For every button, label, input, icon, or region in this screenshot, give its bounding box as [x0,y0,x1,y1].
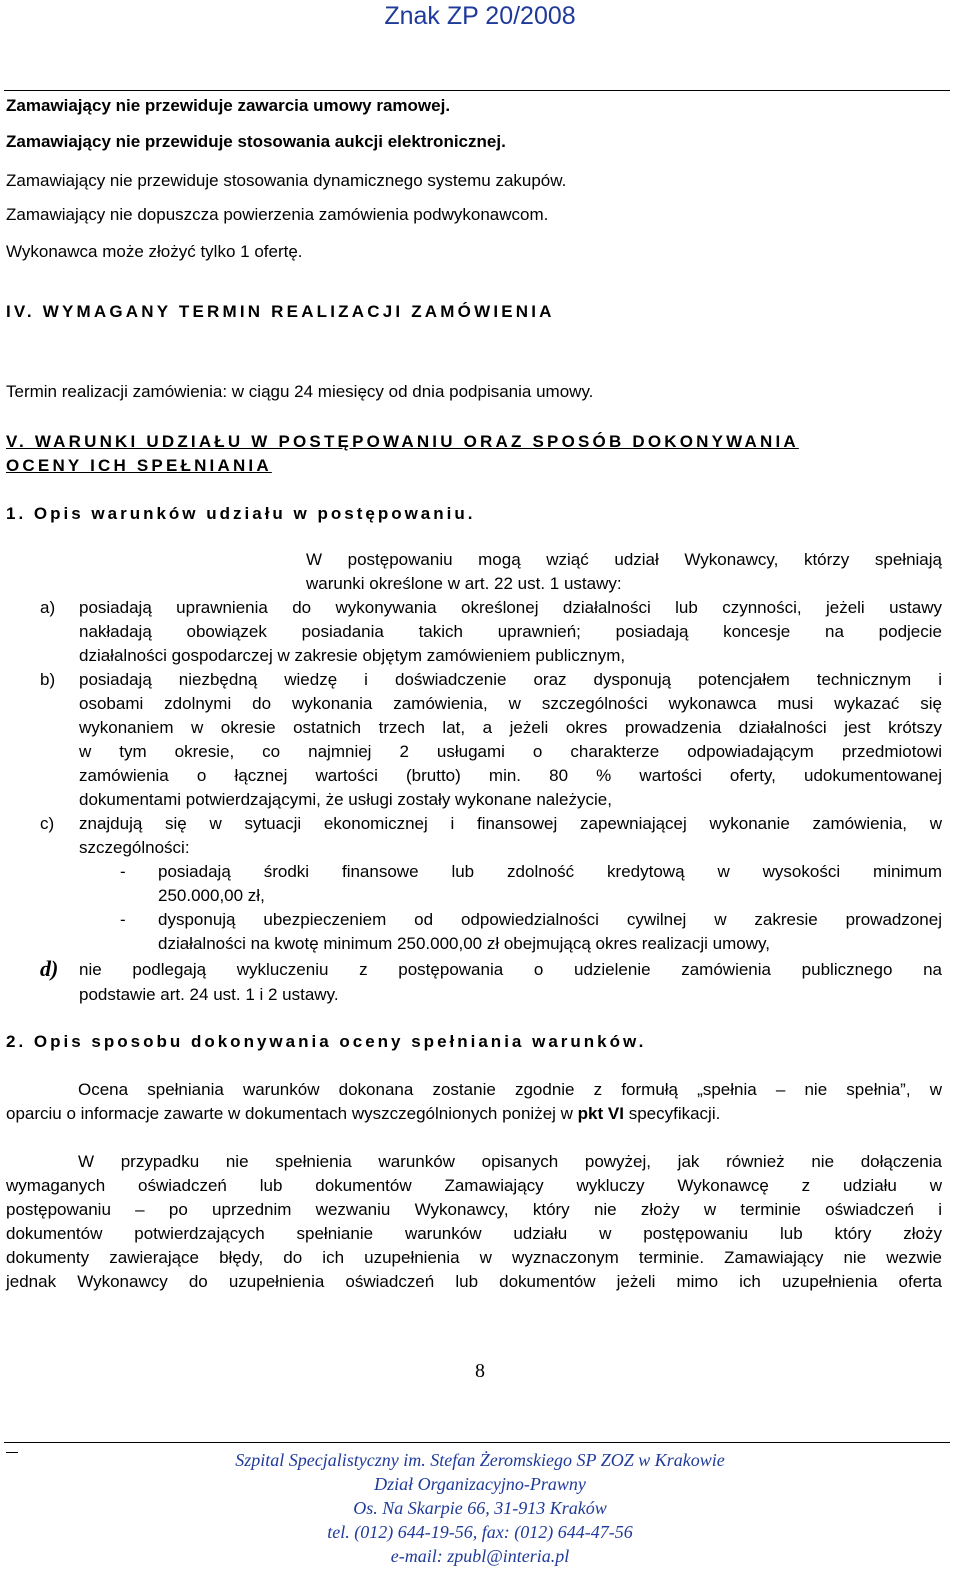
section-v-heading-line-2: OCENY ICH SPEŁNIANIA [6,456,272,475]
item-d-label: d) [40,956,59,981]
item-b-line-3: wykonaniem w okresie ostatnich trzech lat, a jeżeli okres prowadzenia działalności jest krótszy [79,718,942,737]
header-divider [4,90,950,91]
item-d-line-1: nie podlegają wykluczeniu z postępowania o udzielenie zamówienia publicznego na [79,960,942,979]
item-c1-dash: - [120,862,126,881]
item-d-line-2: podstawie art. 24 ust. 1 i 2 ustawy. [79,985,339,1004]
intro-line-4: Zamawiający nie dopuszcza powierzenia zamówienia podwykonawcom. [6,205,549,224]
section-vi-reference: pkt VI [577,1104,624,1123]
section-iv-heading: IV. WYMAGANY TERMIN REALIZACJI ZAMÓWIENIA [6,302,555,321]
intro-line-3: Zamawiający nie przewiduje stosowania dynamicznego systemu zakupów. [6,171,567,190]
item-a-label: a) [40,598,56,617]
item-a-line-1: posiadają uprawnienia do wykonywania określonej działalności lub czynności, jeżeli ustawy [79,598,942,617]
item-c2-line-1: dysponują ubezpieczeniem od odpowiedzialności cywilnej w zakresie prowadzonej [158,910,942,929]
intro-line-2: Zamawiający nie przewiduje stosowania aukcji elektronicznej. [6,132,506,151]
evaluation-paragraph-line-1: Ocena spełniania warunków dokonana zostanie zgodnie z formułą „spełnia – nie spełnia”, w [78,1080,942,1099]
exclusion-paragraph-line-1: W przypadku nie spełnienia warunków opisanych powyżej, jak również nie dołączenia [78,1152,942,1171]
item-c-label: c) [40,814,55,833]
item-b-line-2: osobami zdolnymi do wykonania zamówienia, w szczególności wykonawca musi wykazać się [79,694,942,713]
footer-institution: Szpital Specjalistyczny im. Stefan Żeromskiego SP ZOZ w Krakowie [235,1450,725,1470]
item-c2-dash: - [120,910,126,929]
document-id: Znak ZP 20/2008 [384,2,576,30]
exclusion-paragraph-line-6: jednak Wykonawcy do uzupełnienia oświadczeń lub dokumentów jeżeli mimo ich uzupełnienia oferta [6,1272,942,1291]
conditions-intro-line-2: warunki określone w art. 22 ust. 1 ustawy: [306,574,622,593]
item-c1-line-2: 250.000,00 zł, [158,886,265,905]
conditions-intro-line-1: W postępowaniu mogą wziąć udział Wykonawcy, którzy spełniają [306,550,942,569]
intro-line-1: Zamawiający nie przewiduje zawarcia umowy ramowej. [6,96,451,115]
item-b-line-5: zamówienia o łącznej wartości (brutto) min. 80 % wartości oferty, udokumentowanej [79,766,942,785]
section-iv-text: Termin realizacji zamówienia: w ciągu 24 miesięcy od dnia podpisania umowy. [6,382,594,401]
evaluation-text-c: specyfikacji. [623,1104,721,1123]
item-b-line-6: dokumentami potwierdzającymi, że usługi zostały wykonane należycie, [79,790,612,809]
footer-department: Dział Organizacyjno-Prawny [374,1474,586,1494]
footer-divider [4,1442,950,1443]
section-v-heading-line-1: V. WARUNKI UDZIAŁU W POSTĘPOWANIU ORAZ SPOSÓB DOKONYWANIA [6,432,799,451]
subsection-1-heading: 1. Opis warunków udziału w postępowaniu. [6,504,476,523]
item-a-line-3: działalności gospodarczej w zakresie objętym zamówieniem publicznym, [79,646,626,665]
item-c-line-1: znajdują się w sytuacji ekonomicznej i finansowej zapewniającej wykonanie zamówienia, w [79,814,942,833]
page-number: 8 [475,1360,485,1382]
item-b-line-1: posiadają niezbędną wiedzę i doświadczenie oraz dysponują potencjałem technicznym i [79,670,942,689]
footer-phone-fax: tel. (012) 644-19-56, fax: (012) 644-47-56 [327,1522,633,1542]
item-c-line-2: szczególności: [79,838,190,857]
evaluation-paragraph-line-2 [6,1104,720,1124]
exclusion-paragraph-line-5: dokumenty zawierające błędy, do ich uzupełnienia w wyznaczonym terminie. Zamawiający nie wezwie [6,1248,942,1267]
item-b-label: b) [40,670,56,689]
item-a-line-2: nakładają obowiązek posiadania takich uprawnień; posiadają koncesje na podjecie [79,622,942,641]
subsection-2-heading: 2. Opis sposobu dokonywania oceny spełniania warunków. [6,1032,647,1051]
footer-address: Os. Na Skarpie 66, 31-913 Kraków [353,1498,607,1518]
intro-line-5: Wykonawca może złożyć tylko 1 ofertę. [6,242,303,261]
item-b-line-4: w tym okresie, co najmniej 2 usługami o charakterze odpowiadającym przedmiotowi [79,742,942,761]
exclusion-paragraph-line-4: dokumentów potwierdzających spełnianie warunków udziału w postępowaniu lub który złoży [6,1224,942,1243]
footer-email: e-mail: zpubl@interia.pl [390,1546,570,1566]
exclusion-paragraph-line-3: postępowaniu – po uprzednim wezwaniu Wykonawcy, który nie złoży w terminie oświadczeń i [6,1200,942,1219]
exclusion-paragraph-line-2: wymaganych oświadczeń lub dokumentów Zamawiający wykluczy Wykonawcę z udziału w [6,1176,942,1195]
evaluation-text-a: oparciu o informacje zawarte w dokumentach wyszczególnionych poniżej w [6,1104,578,1123]
item-c2-line-2: działalności na kwotę minimum 250.000,00 zł obejmującą okres realizacji umowy, [158,934,770,953]
item-c1-line-1: posiadają środki finansowe lub zdolność kredytową w wysokości minimum [158,862,942,881]
